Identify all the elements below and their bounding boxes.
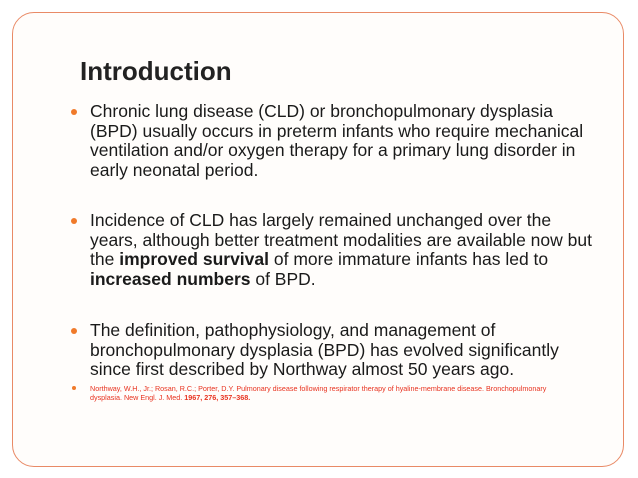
- reference-citation: [0, 384, 638, 402]
- reference-text: Northway, W.H., Jr.; Rosan, R.C.; Porter, D.Y. Pulmonary disease following respirator therapy of hyaline-membrane disease. Bronchopulmonary dysplasia. New Engl. J. Med.: [90, 383, 547, 402]
- bullet-dot-icon: [71, 218, 77, 224]
- bullet-dot-icon: [72, 386, 76, 390]
- bullet-emphasis-increased-numbers: increased numbers: [90, 268, 251, 289]
- bullet-text: Chronic lung disease (CLD) or bronchopulmonary dysplasia (BPD) usually occurs in preterm infants who require mechanical ventilation and/or oxygen therapy for a primary lung disorder in early neonatal period.: [90, 101, 584, 180]
- bullet-item-cld-definition: [0, 102, 638, 180]
- bullet-text-part: of BPD.: [250, 268, 316, 289]
- bullet-text: The definition, pathophysiology, and management of bronchopulmonary dysplasia (BPD) has evolved significantly since first described by Northway almost 50 years ago.: [90, 320, 559, 379]
- bullet-item-cld-incidence: [0, 211, 638, 289]
- bullet-list: [0, 102, 638, 402]
- slide-title: Introduction: [80, 56, 232, 86]
- bullet-item-bpd-evolution: [0, 321, 638, 380]
- bullet-dot-icon: [71, 328, 77, 334]
- bullet-text-part: Incidence of CLD has largely remained unchanged over the years, although better treatment modalities are available now but the: [90, 210, 592, 269]
- bullet-text-part: of more immature infants has led to: [269, 249, 549, 269]
- bullet-emphasis-improved-survival: improved survival: [119, 249, 269, 269]
- bullet-dot-icon: [71, 109, 77, 115]
- reference-year-volume: 1967, 276, 357–368.: [184, 392, 251, 402]
